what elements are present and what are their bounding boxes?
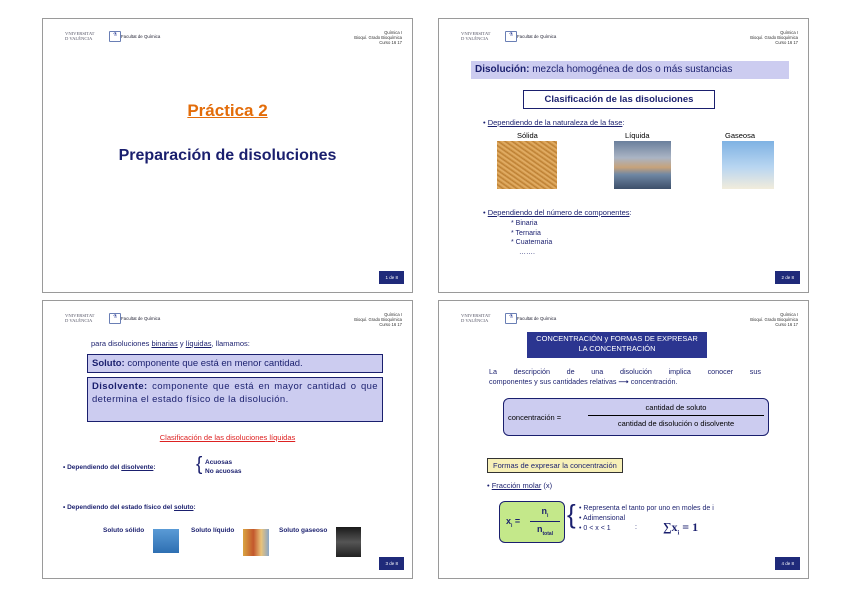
phase-bullet-text: Dependiendo de la naturaleza de la fase — [487, 118, 623, 127]
intro-part: y — [177, 339, 186, 348]
description-line2 — [489, 377, 761, 387]
solute-solid-label: Soluto sólido — [103, 527, 145, 534]
ellipsis: ……. — [519, 248, 535, 256]
soluto-label: Soluto: — [92, 358, 125, 369]
course-name: Química I — [384, 312, 402, 317]
bullet-colon: : — [629, 208, 632, 217]
banner-line1: CONCENTRACIÓN y FORMAS DE EXPRESAR — [536, 334, 698, 343]
solvent-bullet-prefix: Dependiendo del — [67, 464, 122, 471]
practice-subtitle: Preparación de disoluciones — [118, 147, 337, 164]
university-name-line2: D VALÈNCIA — [65, 36, 93, 41]
solvent-type: No acuosas — [205, 468, 242, 475]
degree-name: Bioquí. Grado Bioquímica — [750, 35, 798, 40]
definition-body: mezcla homogénea de dos o más sustancias — [529, 64, 733, 75]
course-year: Curso 16 17 — [379, 322, 402, 327]
solute-solid-image — [153, 529, 179, 553]
property-item: • 0 < x < 1 — [579, 525, 611, 532]
university-name-line1: VNIVERSITAT — [65, 31, 95, 36]
page-number: 4 de 8 — [775, 557, 800, 570]
solute-gas-image — [336, 527, 361, 557]
component-item: * Ternaria — [511, 229, 541, 237]
forms-title: Formas de expresar la concentración — [487, 458, 623, 473]
faculty-name: Facultat de Química — [121, 316, 161, 321]
disolvente-body: componente que está en mayor cantidad o que determina el estado físico de la disolución. — [92, 381, 378, 405]
classification-box — [523, 90, 715, 109]
slide-1 — [42, 18, 413, 293]
component-label: Cuaternaria — [515, 239, 553, 246]
solute-bullet-prefix: Dependiendo del estado físico del — [67, 504, 175, 511]
faculty-emblem-icon: ⚗ — [109, 31, 121, 42]
degree-name: Bioquí. Grado Bioquímica — [354, 35, 402, 40]
xi-denominator — [530, 524, 560, 537]
sum-result: = 1 — [682, 520, 699, 534]
property-text: Adimensional — [583, 515, 626, 522]
xi-subscript: i — [511, 522, 513, 529]
component-item: * Binaria — [511, 220, 538, 227]
gas-solution-image — [722, 141, 774, 189]
solvent-bullet — [63, 464, 156, 471]
sum-formula — [663, 520, 698, 536]
university-name-line1: VNIVERSITAT — [461, 31, 491, 36]
phase-bullet — [483, 118, 625, 127]
property-item: • Representa el tanto por uno en moles de i — [579, 505, 714, 512]
practice-title: Práctica 2 — [187, 101, 268, 120]
brace-icon: { — [567, 499, 576, 529]
ni-symbol: n — [541, 506, 548, 516]
fraction-line — [588, 415, 764, 416]
page-number: 2 de 8 — [775, 271, 800, 284]
university-logo — [65, 313, 161, 323]
disolvente-definition-box — [87, 377, 383, 422]
solvent-type: Acuosas — [205, 459, 233, 466]
bullet-colon: : — [622, 118, 625, 127]
solvent-types — [205, 458, 242, 476]
concentration-banner — [527, 332, 707, 358]
description-end: concentración. — [630, 377, 678, 386]
bullet-dot: • — [483, 208, 488, 217]
solute-liquid-label: Soluto líquido — [191, 527, 235, 534]
university-name-line1: VNIVERSITAT — [461, 313, 491, 318]
course-year: Curso 16 17 — [775, 322, 798, 327]
university-name-line2: D VALÈNCIA — [461, 36, 489, 41]
course-header — [750, 30, 798, 45]
molar-fraction-label: Fracción molar — [491, 481, 542, 490]
page-number: 3 de 8 — [379, 557, 404, 570]
course-header — [354, 30, 402, 45]
solute-bullet — [63, 504, 196, 511]
course-name: Química I — [384, 30, 402, 35]
bullet-dot: • — [483, 118, 488, 127]
bullet-dot: • — [63, 464, 68, 471]
property-item: • Adimensional — [579, 515, 626, 522]
property-text: 0 < x < 1 — [583, 525, 611, 532]
faculty-name: Facultat de Química — [121, 34, 161, 39]
ni-subscript: i — [547, 512, 549, 519]
component-label: Binaria — [515, 220, 538, 227]
faculty-name: Facultat de Química — [517, 316, 557, 321]
faculty-emblem-icon: ⚗ — [505, 31, 517, 42]
xi-fraction-line — [530, 521, 560, 522]
formula-label: concentración = — [508, 413, 562, 422]
disolvente-text — [92, 380, 378, 406]
xi-lhs: $x_i$ = — [506, 516, 521, 529]
soluto-body: componente que está en menor cantidad. — [124, 358, 303, 369]
course-header — [750, 312, 798, 327]
degree-name: Bioquí. Grado Bioquímica — [354, 317, 402, 322]
phase-label-gas: Gaseosa — [725, 131, 756, 140]
phase-label-liquid: Líquida — [625, 131, 650, 140]
component-item: * Cuaternaria — [511, 239, 553, 246]
ntotal-subscript: total — [542, 530, 554, 537]
university-logo — [461, 313, 557, 323]
brace-icon: { — [196, 454, 203, 475]
course-year: Curso 16 17 — [775, 40, 798, 45]
intro-text — [91, 339, 250, 348]
definition-text — [475, 64, 732, 75]
arrow-icon: ⟶ — [618, 377, 629, 386]
concentration-formula-box — [503, 398, 769, 436]
xi-symbol: x — [506, 516, 512, 526]
components-bullet-text: Dependiendo del número de componentes — [487, 208, 630, 217]
solvent-bullet-link: disolvente — [121, 464, 154, 471]
intro-part: para disoluciones — [91, 339, 152, 348]
molar-fraction-bullet — [487, 481, 552, 490]
degree-name: Bioquí. Grado Bioquímica — [750, 317, 798, 322]
faculty-emblem-icon: ⚗ — [505, 313, 517, 324]
banner-line2: LA CONCENTRACIÓN — [578, 344, 656, 353]
university-name-line2: D VALÈNCIA — [461, 318, 489, 323]
phase-label-solid: Sólida — [517, 131, 538, 140]
formula-denominator: cantidad de disolución o disolvente — [617, 419, 735, 428]
solute-bullet-link: soluto — [174, 504, 194, 511]
course-name: Química I — [780, 30, 798, 35]
sum-expression: ∑x — [663, 520, 678, 534]
slide-2 — [438, 18, 809, 293]
course-name: Química I — [780, 312, 798, 317]
definition-bar — [471, 61, 789, 79]
faculty-name: Facultat de Química — [517, 34, 557, 39]
components-bullet — [483, 208, 632, 217]
course-year: Curso 16 17 — [379, 40, 402, 45]
course-header — [354, 312, 402, 327]
solvent-bullet-suffix: : — [153, 464, 156, 471]
components-list — [511, 219, 552, 257]
bullet-dot: • — [487, 481, 492, 490]
sum-subscript: i — [677, 530, 680, 537]
component-label: Ternaria — [515, 229, 541, 237]
page-number: 1 de 8 — [379, 271, 404, 284]
solute-liquid-image — [243, 529, 269, 556]
slide-4 — [438, 300, 809, 579]
property-text: Representa el tanto por uno en moles de i — [583, 505, 714, 512]
solid-solution-image — [497, 141, 557, 189]
intro-part: , llamamos: — [211, 339, 250, 348]
solute-bullet-suffix: : — [193, 504, 196, 511]
slide-3 — [42, 300, 413, 579]
university-name-line2: D VALÈNCIA — [65, 318, 93, 323]
description-line1: La descripción de una disolución implica conocer sus — [489, 367, 761, 376]
molar-fraction-formula-box — [499, 501, 565, 543]
molar-fraction-symbol: (x) — [543, 481, 553, 490]
concentration-description — [489, 367, 761, 387]
soluto-definition-box — [87, 354, 383, 373]
university-logo — [461, 31, 557, 41]
bullet-dot: • — [63, 504, 68, 511]
solute-gas-label: Soluto gaseoso — [279, 527, 328, 534]
classification-title: Clasificación de las disoluciones — [544, 94, 694, 105]
definition-label: Disolución: — [475, 64, 530, 75]
university-logo — [65, 31, 161, 41]
xi-numerator — [530, 506, 560, 519]
sum-colon: : — [635, 524, 637, 531]
disolvente-label: Disolvente: — [92, 381, 148, 392]
university-name-line1: VNIVERSITAT — [65, 313, 95, 318]
liquid-solution-image — [614, 141, 671, 189]
description-line2-text: componentes y sus cantidades relativas — [489, 377, 617, 386]
ntotal-symbol: n — [536, 524, 543, 534]
faculty-emblem-icon: ⚗ — [109, 313, 121, 324]
intro-liquid: líquidas — [185, 339, 212, 348]
liquid-classification-title: Clasificación de las disoluciones líquidas — [159, 433, 296, 442]
soluto-text — [92, 358, 303, 369]
intro-binary: binarias — [151, 339, 178, 348]
formula-numerator: cantidad de soluto — [645, 403, 707, 412]
